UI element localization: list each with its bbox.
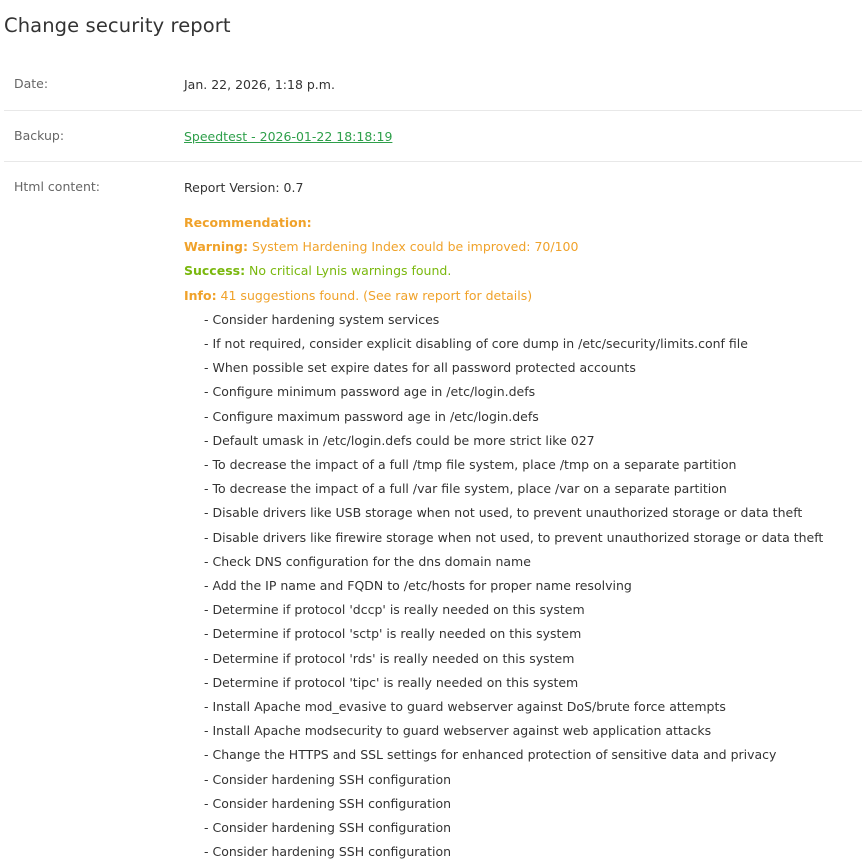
suggestion-item: - Check DNS configuration for the dns domain name bbox=[204, 553, 531, 569]
info-line bbox=[184, 284, 854, 308]
suggestion-item: - Determine if protocol 'sctp' is really needed on this system bbox=[204, 626, 582, 642]
suggestion-item: - Change the HTTPS and SSL settings for enhanced protection of sensitive data and privacy bbox=[204, 747, 777, 763]
suggestion-item: - Determine if protocol 'rds' is really needed on this system bbox=[204, 650, 575, 666]
suggestion-item: - Consider hardening SSH configuration bbox=[204, 771, 452, 787]
info-text: 41 suggestions found. (See raw report for details) bbox=[216, 287, 533, 303]
warning-line bbox=[184, 235, 854, 259]
success-line bbox=[184, 259, 854, 283]
html-content-label: Html content: bbox=[14, 179, 100, 194]
report-version: Report Version: 0.7 bbox=[184, 180, 304, 195]
backup-label: Backup: bbox=[14, 128, 65, 143]
suggestion-item: - Add the IP name and FQDN to /etc/hosts for proper name resolving bbox=[204, 578, 632, 594]
backup-value bbox=[184, 129, 392, 144]
warning-text: System Hardening Index could be improved: 70/100 bbox=[247, 239, 579, 255]
success-label: Success: bbox=[184, 263, 246, 279]
suggestions-list bbox=[184, 308, 854, 864]
suggestion-item: - Configure minimum password age in /etc/login.defs bbox=[204, 384, 536, 400]
suggestion-item: - Install Apache mod_evasive to guard webserver against DoS/brute force attempts bbox=[204, 699, 726, 715]
date-row bbox=[4, 59, 862, 111]
suggestion-item: - Default umask in /etc/login.defs could be more strict like 027 bbox=[204, 432, 595, 448]
date-label: Date: bbox=[14, 76, 49, 91]
suggestion-item: - Configure maximum password age in /etc/login.defs bbox=[204, 408, 539, 424]
suggestion-item: - Consider hardening system services bbox=[204, 311, 440, 327]
suggestion-item: - Consider hardening SSH configuration bbox=[204, 844, 452, 860]
backup-row bbox=[4, 111, 862, 162]
report-form bbox=[4, 59, 862, 860]
backup-link[interactable]: Speedtest - 2026-01-22 18:18:19 bbox=[184, 129, 393, 144]
suggestion-item: - Determine if protocol 'tipc' is really needed on this system bbox=[204, 674, 579, 690]
page-title: Change security report bbox=[4, 14, 231, 37]
suggestion-item: - Consider hardening SSH configuration bbox=[204, 820, 452, 836]
recommendation-heading: Recommendation: bbox=[184, 215, 312, 230]
suggestion-item: - If not required, consider explicit disabling of core dump in /etc/security/limits.conf file bbox=[204, 336, 748, 352]
suggestion-item: - Determine if protocol 'dccp' is really needed on this system bbox=[204, 602, 585, 618]
suggestion-item: - Disable drivers like USB storage when not used, to prevent unauthorized storage or data theft bbox=[204, 505, 803, 521]
suggestion-item: - Install Apache modsecurity to guard webserver against web application attacks bbox=[204, 723, 712, 739]
success-text: No critical Lynis warnings found. bbox=[245, 263, 452, 279]
report-content bbox=[184, 180, 854, 864]
warning-label: Warning: bbox=[184, 239, 248, 255]
suggestion-item: - When possible set expire dates for all password protected accounts bbox=[204, 360, 636, 376]
info-label: Info: bbox=[184, 287, 217, 303]
date-value: Jan. 22, 2026, 1:18 p.m. bbox=[184, 77, 335, 92]
suggestion-item: - Consider hardening SSH configuration bbox=[204, 795, 452, 811]
suggestion-item: - Disable drivers like firewire storage when not used, to prevent unauthorized storage or data theft bbox=[204, 529, 824, 545]
suggestion-item: - To decrease the impact of a full /tmp file system, place /tmp on a separate partition bbox=[204, 457, 737, 473]
suggestion-item: - To decrease the impact of a full /var file system, place /var on a separate partition bbox=[204, 481, 727, 497]
